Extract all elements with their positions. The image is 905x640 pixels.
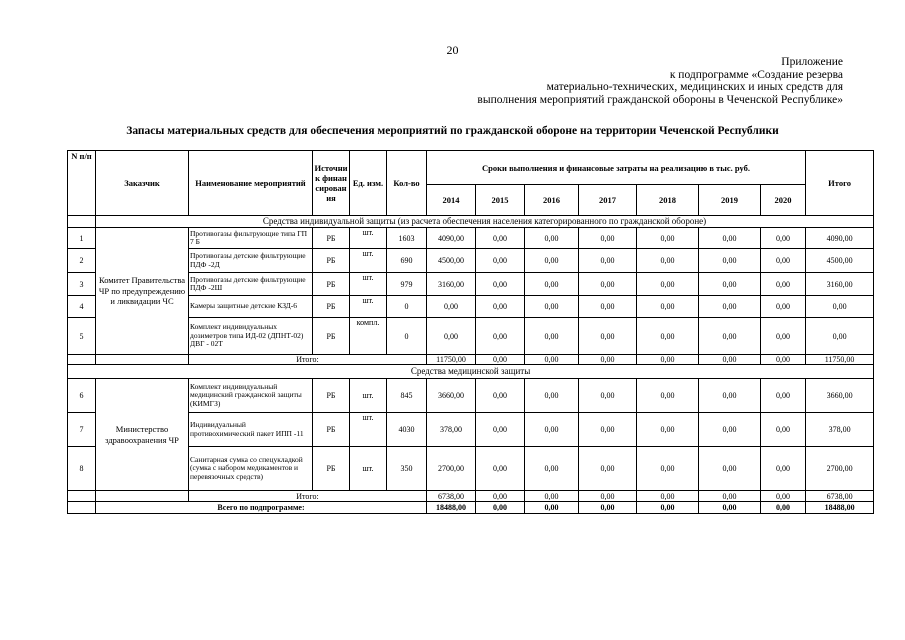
subtotal-label: Итого: [189,355,427,365]
year-value: 0,00 [476,249,525,273]
year-value: 0,00 [579,413,637,447]
year-value: 0,00 [579,249,637,273]
qty-cell: 350 [387,447,427,491]
year-value: 0,00 [637,273,699,296]
header-qty: Кол-во [387,151,427,216]
unit-cell: шт. [350,249,387,273]
year-value: 0,00 [637,296,699,318]
year-value: 0,00 [637,379,699,413]
blank-cell [96,491,189,502]
year-value: 3660,00 [427,379,476,413]
row-total: 11750,00 [806,355,874,365]
year-value: 4500,00 [427,249,476,273]
grand-total-row [68,502,874,514]
row-number: 1 [68,228,96,249]
unit-cell: шт. [350,296,387,318]
event-name: Противогазы детские фильтрующие ПДФ -2Д [189,249,313,273]
unit-cell: шт. [350,228,387,249]
qty-cell: 0 [387,296,427,318]
page-number: 20 [446,43,459,57]
year-value: 0,00 [699,296,761,318]
year-value: 0,00 [699,249,761,273]
year-value: 0,00 [525,413,579,447]
header-year: 2020 [761,185,806,216]
stock-table [67,150,874,514]
year-value: 0,00 [525,355,579,365]
grand-total-label: Всего по подпрограмме: [96,502,427,514]
blank-cell [68,216,96,228]
year-value: 0,00 [761,379,806,413]
table-row [68,296,874,318]
year-value: 18488,00 [427,502,476,514]
section-title: Средства медицинской защиты [68,365,874,379]
year-value: 0,00 [476,228,525,249]
year-value: 378,00 [427,413,476,447]
year-value: 0,00 [476,296,525,318]
header-source: Источник финансирования [313,151,350,216]
row-number: 3 [68,273,96,296]
year-value: 0,00 [637,491,699,502]
row-total: 3160,00 [806,273,874,296]
header-year: 2015 [476,185,525,216]
year-value: 0,00 [761,318,806,355]
qty-cell: 979 [387,273,427,296]
table-row [68,413,874,447]
year-value: 3160,00 [427,273,476,296]
event-name: Противогазы детские фильтрующие ПДФ -2Ш [189,273,313,296]
row-total: 6738,00 [806,491,874,502]
unit-cell: шт. [350,447,387,491]
header-year: 2019 [699,185,761,216]
year-value: 0,00 [699,502,761,514]
document-title: Запасы материальных средств для обеспечения мероприятий по гражданской обороне на территории Чеченской Республики [126,125,779,137]
year-value: 0,00 [699,355,761,365]
year-value: 0,00 [476,273,525,296]
year-value: 0,00 [637,228,699,249]
event-name: Комплект индивидуальный медицинский гражданской защиты (КИМГЗ) [189,379,313,413]
row-total: 4090,00 [806,228,874,249]
row-number: 2 [68,249,96,273]
row-number: 6 [68,379,96,413]
year-value: 0,00 [579,296,637,318]
year-value: 0,00 [637,355,699,365]
appendix-line: материально-технических, медицинских и иных средств для [546,81,843,93]
section-row [68,216,874,228]
source-cell: РБ [313,379,350,413]
year-value: 0,00 [579,379,637,413]
appendix-line: выполнения мероприятий гражданской обороны в Чеченской Республике» [477,93,843,106]
event-name: Камеры защитные детские КЗД-6 [189,296,313,318]
year-value: 0,00 [525,379,579,413]
year-value: 0,00 [476,502,525,514]
blank-cell [96,355,189,365]
year-value: 0,00 [579,273,637,296]
year-value: 2700,00 [427,447,476,491]
year-value: 0,00 [699,228,761,249]
year-value: 0,00 [761,296,806,318]
appendix-note [477,56,843,106]
row-total: 3660,00 [806,379,874,413]
section-title: Средства индивидуальной защиты (из расчета обеспечения населения категорированного по гражданской обороне) [96,216,874,228]
year-value: 6738,00 [427,491,476,502]
section-row [68,365,874,379]
year-value: 0,00 [427,296,476,318]
year-value: 0,00 [525,228,579,249]
year-value: 0,00 [761,502,806,514]
year-value: 0,00 [579,355,637,365]
customer-cell: Министерство здравоохранения ЧР [96,379,189,491]
year-value: 0,00 [476,318,525,355]
row-number: 5 [68,318,96,355]
subtotal-row [68,491,874,502]
qty-cell: 0 [387,318,427,355]
row-number: 8 [68,447,96,491]
year-value: 0,00 [525,318,579,355]
year-value: 0,00 [699,273,761,296]
source-cell: РБ [313,413,350,447]
year-value: 0,00 [699,447,761,491]
year-value: 0,00 [761,447,806,491]
unit-cell: компл. [350,318,387,355]
year-value: 0,00 [761,355,806,365]
unit-cell: шт. [350,273,387,296]
event-name: Комплект индивидуальных дозиметров типа ИД-02 (ДПНТ-02) ДВГ - 02Т [189,318,313,355]
blank-cell [68,355,96,365]
year-value: 0,00 [476,491,525,502]
appendix-line: Приложение [781,56,843,68]
table-row [68,273,874,296]
table-row [68,249,874,273]
year-value: 0,00 [476,379,525,413]
year-value: 0,00 [699,379,761,413]
row-total: 378,00 [806,413,874,447]
year-value: 0,00 [761,273,806,296]
row-total: 0,00 [806,296,874,318]
year-value: 0,00 [699,413,761,447]
year-value: 0,00 [637,249,699,273]
year-value: 0,00 [579,447,637,491]
year-value: 0,00 [699,318,761,355]
customer-cell: Комитет Правительства ЧР по предупреждению и ликвидации ЧС [96,228,189,355]
year-value: 0,00 [579,491,637,502]
table-row [68,318,874,355]
row-number: 4 [68,296,96,318]
blank-cell [68,502,96,514]
row-total: 4500,00 [806,249,874,273]
year-value: 0,00 [761,249,806,273]
event-name: Противогазы фильтрующие типа ГП 7 Б [189,228,313,249]
year-value: 0,00 [637,318,699,355]
blank-cell [68,491,96,502]
event-name: Индивидуальный противохимический пакет ИПП -11 [189,413,313,447]
year-value: 0,00 [579,502,637,514]
year-value: 0,00 [476,355,525,365]
header-event: Наименование мероприятий [189,151,313,216]
year-value: 0,00 [761,491,806,502]
year-value: 0,00 [476,447,525,491]
row-number: 7 [68,413,96,447]
row-total: 2700,00 [806,447,874,491]
appendix-line: к подпрограмме «Создание резерва [669,68,843,81]
qty-cell: 1603 [387,228,427,249]
header-row [68,151,874,185]
year-value: 0,00 [525,502,579,514]
year-value: 4090,00 [427,228,476,249]
year-value: 0,00 [427,318,476,355]
year-value: 0,00 [579,228,637,249]
year-value: 0,00 [637,502,699,514]
subtotal-row [68,355,874,365]
source-cell: РБ [313,296,350,318]
year-value: 0,00 [525,491,579,502]
year-value: 11750,00 [427,355,476,365]
year-value: 0,00 [579,318,637,355]
header-period: Сроки выполнения и финансовые затраты на реализацию в тыс. руб. [427,151,806,185]
header-year: 2014 [427,185,476,216]
qty-cell: 4030 [387,413,427,447]
event-name: Санитарная сумка со спецукладкой (сумка с набором медикаментов и перевязочных средств) [189,447,313,491]
year-value: 0,00 [525,447,579,491]
header-unit: Ед. изм. [350,151,387,216]
source-cell: РБ [313,228,350,249]
table-row [68,447,874,491]
year-value: 0,00 [525,273,579,296]
year-value: 0,00 [637,413,699,447]
year-value: 0,00 [637,447,699,491]
table-row [68,379,874,413]
header-year: 2016 [525,185,579,216]
source-cell: РБ [313,273,350,296]
unit-cell: шт. [350,413,387,447]
qty-cell: 845 [387,379,427,413]
unit-cell: шт. [350,379,387,413]
header-num: N п/п [68,151,96,216]
source-cell: РБ [313,447,350,491]
year-value: 0,00 [476,413,525,447]
source-cell: РБ [313,249,350,273]
header-customer: Заказчик [96,151,189,216]
row-total: 18488,00 [806,502,874,514]
subtotal-label: Итого: [189,491,427,502]
year-value: 0,00 [761,228,806,249]
year-value: 0,00 [699,491,761,502]
table-row [68,228,874,249]
header-total: Итого [806,151,874,216]
year-value: 0,00 [761,413,806,447]
header-year: 2018 [637,185,699,216]
source-cell: РБ [313,318,350,355]
year-value: 0,00 [525,249,579,273]
qty-cell: 690 [387,249,427,273]
header-year: 2017 [579,185,637,216]
year-value: 0,00 [525,296,579,318]
row-total: 0,00 [806,318,874,355]
